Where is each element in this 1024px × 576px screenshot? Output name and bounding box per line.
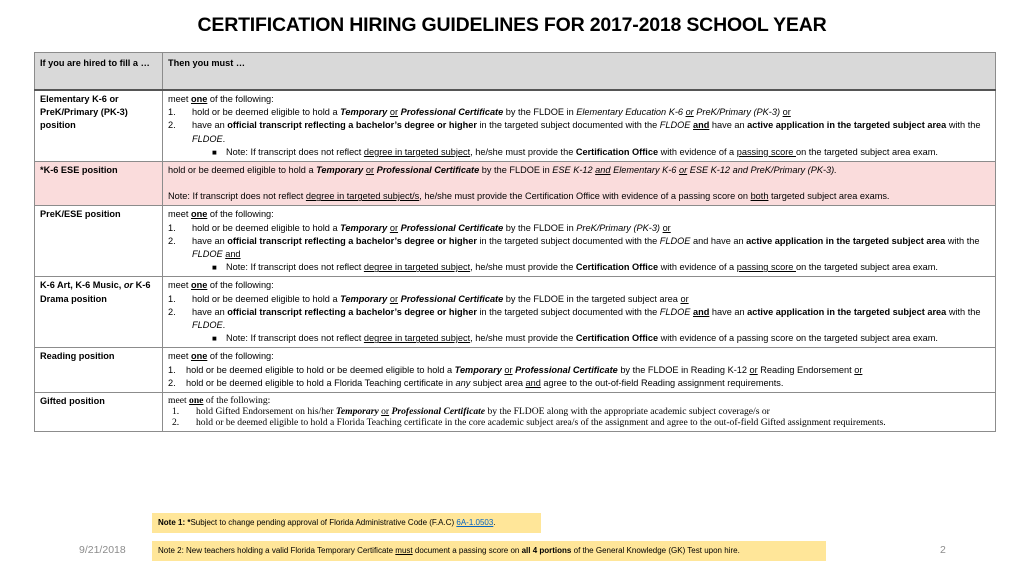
row-label: PreK/ESE position: [35, 206, 163, 277]
row-label: K-6 Art, K-6 Music, or K-6 Drama position: [35, 277, 163, 348]
guidelines-table: [34, 52, 996, 432]
note-2-box: Note 2: New teachers holding a valid Florida Temporary Certificate must document a passing score on all 4 portions of the General Knowledge (GK) Test upon hire.: [152, 541, 826, 561]
list-item: 1. hold or be deemed eligible to hold a Temporary or Professional Certificate by the FLDOE in PreK/Primary (PK-3) or: [168, 222, 671, 233]
note-bullet: ■ Note: If transcript does not reflect degree in targeted subject, he/she must provide the Certification Office with evidence of a passing score on the targeted subject area exam.: [212, 146, 938, 157]
footer-date: 9/21/2018: [79, 544, 126, 556]
row-label: Reading position: [35, 348, 163, 393]
row-requirements: [163, 348, 996, 393]
row-requirements: [163, 206, 996, 277]
meet-line: meet one of the following:: [168, 351, 274, 362]
meet-line: meet one of the following:: [168, 209, 274, 220]
table-row: [35, 348, 996, 393]
row-requirements: [163, 162, 996, 206]
list-item: 2. have an official transcript reflecting a bachelor’s degree or higher in the targeted subject documented with the FLDOE and have an active application in the targeted subject area with the FLDOE.: [168, 306, 981, 331]
meet-line: meet one of the following:: [168, 280, 274, 291]
meet-line: meet one of the following:: [168, 94, 274, 104]
table-row: [35, 90, 996, 162]
row-requirements: [163, 393, 996, 432]
list-item: 2. have an official transcript reflecting a bachelor’s degree or higher in the targeted subject documented with the FLDOE and have an active application in the targeted subject area with the FLDOE.: [168, 120, 981, 144]
list-item: 2. hold or be deemed eligible to hold a Florida Teaching certificate in the core academic subject area/s of the assignment and agree to the out-of-field Gifted assignment requirements.: [172, 417, 886, 429]
row-label: *K-6 ESE position: [35, 162, 163, 206]
list-item: 1. hold Gifted Endorsement on his/her Temporary or Professional Certificate by the FLDOE along with the appropriate academic subject coverage/s or: [172, 406, 770, 418]
requirement-line: hold or be deemed eligible to hold a Temporary or Professional Certificate by the FLDOE in ESE K-12 and Elementary K-6 or ESE K-12 and PreK/Primary (PK-3).: [168, 165, 837, 176]
table-header-row: [35, 53, 996, 91]
row-label: Gifted position: [35, 393, 163, 432]
fac-rule-link[interactable]: 6A-1.0503: [456, 518, 494, 527]
requirement-list: [168, 406, 991, 428]
note-bullet: ■ Note: If transcript does not reflect degree in targeted subject, he/she must provide the Certification Office with evidence of a passing score on the targeted subject area exam.: [212, 262, 938, 273]
page-number: 2: [940, 544, 946, 556]
header-col-requirements: Then you must …: [163, 53, 996, 91]
table-row: [35, 277, 996, 348]
list-item: 2. have an official transcript reflecting a bachelor’s degree or higher in the targeted subject documented with the FLDOE and have an active application in the targeted subject area with the FLDOE and: [168, 235, 980, 260]
requirement-list: [168, 293, 991, 333]
table-row: [35, 162, 996, 206]
table-row: [35, 393, 996, 432]
list-item: 1. hold or be deemed eligible to hold a Temporary or Professional Certificate by the FLDOE in the targeted subject area or: [168, 293, 689, 304]
requirement-list: [168, 364, 991, 390]
note-line: Note: If transcript does not reflect degree in targeted subject/s, he/she must provide the Certification Office with evidence of a passing score on both targeted subject area exams.: [168, 191, 890, 202]
list-item: 2. hold or be deemed eligible to hold a Florida Teaching certificate in any subject area and agree to the out-of-field Reading assignment requirements.: [168, 377, 784, 388]
note-bullet: ■ Note: If transcript does not reflect degree in targeted subject, he/she must provide the Certification Office with evidence of a passing score on the targeted subject area exam.: [212, 333, 938, 344]
requirement-list: [168, 106, 991, 146]
meet-line: meet one of the following:: [168, 395, 271, 407]
list-item: 1. hold or be deemed eligible to hold or be deemed eligible to hold a Temporary or Professional Certificate by the FLDOE in Reading K-12 or Reading Endorsement or: [168, 364, 863, 375]
list-item: 1. hold or be deemed eligible to hold a Temporary or Professional Certificate by the FLDOE in Elementary Education K-6 or PreK/Primary (PK-3) or: [168, 107, 791, 118]
header-col-position: If you are hired to fill a …: [35, 53, 163, 91]
table-row: [35, 206, 996, 277]
requirement-list: [168, 222, 991, 262]
page-title: CERTIFICATION HIRING GUIDELINES FOR 2017-2018 SCHOOL YEAR: [197, 14, 827, 36]
row-label: Elementary K-6 or PreK/Primary (PK-3) position: [35, 90, 163, 162]
note-1-box: Note 1: *Subject to change pending approval of Florida Administrative Code (F.A.C) 6A-1.0503.: [152, 513, 541, 533]
row-requirements: [163, 277, 996, 348]
row-requirements: [163, 90, 996, 162]
